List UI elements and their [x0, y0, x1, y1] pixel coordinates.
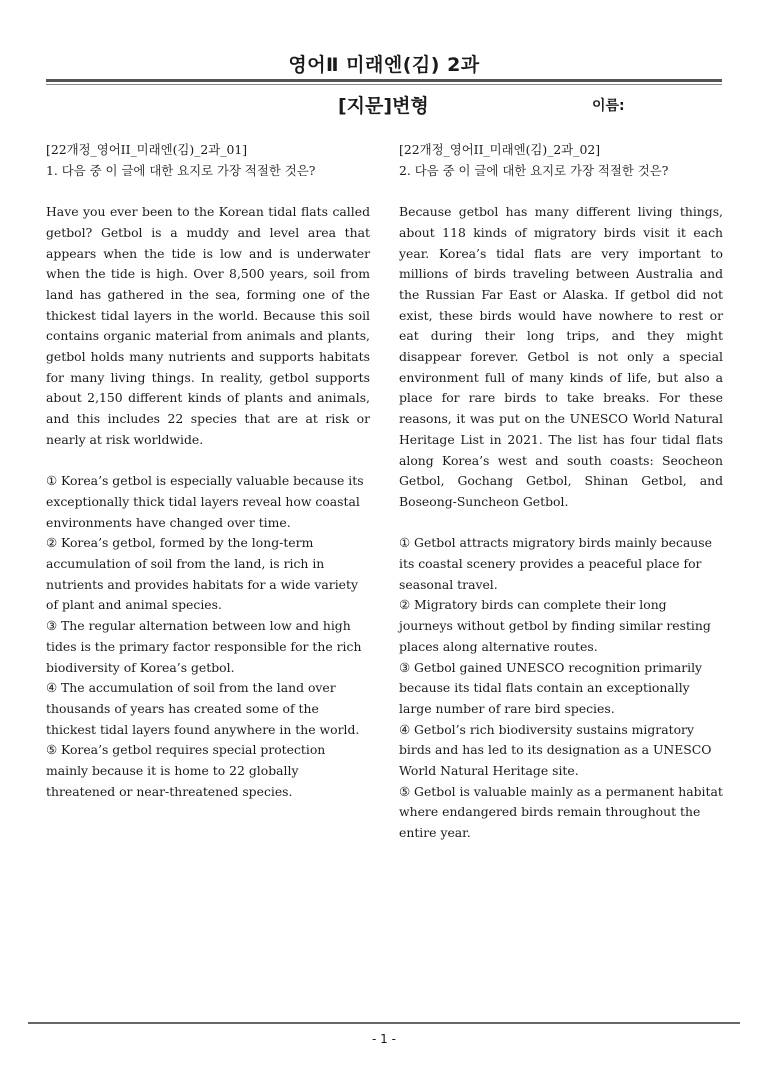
answer-option: ③ Getbol gained UNESCO recognition primarily because its tidal flats contain an exceptionally large number of rare bird species. [399, 659, 703, 716]
footer-rule [28, 1022, 740, 1024]
question-code: [22개정_영어II_미래엔(김)_2과_01] [46, 142, 248, 157]
question-1 [46, 140, 370, 802]
answer-options [46, 471, 370, 802]
answer-option: ⑤ Getbol is valuable mainly as a permanent habitat where endangered birds remain throughout the entire year. [399, 783, 723, 841]
header-rule [46, 79, 722, 82]
answer-option: ⑤ Korea’s getbol requires special protection mainly because it is home to 22 globally threatened or near-threatened species. [46, 742, 326, 799]
name-field-label: 이름: [592, 98, 625, 114]
question-code: [22개정_영어II_미래엔(김)_2과_02] [399, 142, 601, 157]
document-title: 영어Ⅱ 미래엔(김) 2과 [288, 54, 480, 76]
answer-option: ① Getbol attracts migratory birds mainly because its coastal scenery provides a peaceful place for seasonal travel. [399, 535, 712, 592]
answer-option: ③ The regular alternation between low and high tides is the primary factor responsible for the rich biodiversity of Korea’s getbol. [46, 618, 362, 675]
reading-passage: Have you ever been to the Korean tidal flats called getbol? Getbol is a muddy and level area that appears when the tide is low and is underwater when the tide is high. Over 8,500 years, soil from land has gathered in the sea, forming one of the thickest tidal layers in the world. Because this soil contains organic material from animals and plants, getbol holds many nutrients and supports habitats for many living things. In reality, getbol supports about 2,150 different kinds of plants and animals, and this includes 22 species that are at risk or nearly at risk worldwide. [46, 204, 370, 447]
header-rule-thin [46, 84, 722, 85]
answer-option: ② Migratory birds can complete their long journeys without getbol by finding similar resting places along alternative routes. [399, 597, 711, 654]
question-prompt: 1. 다음 중 이 글에 대한 요지로 가장 적절한 것은? [46, 162, 316, 178]
question-prompt: 2. 다음 중 이 글에 대한 요지로 가장 적절한 것은? [399, 162, 669, 178]
question-2 [399, 140, 723, 844]
answer-option: ② Korea’s getbol, formed by the long-term accumulation of soil from the land, is rich in nutrients and provides habitats for a wide variety of plant and animal species. [46, 535, 358, 613]
answer-option: ① Korea’s getbol is especially valuable because its exceptionally thick tidal layers reveal how coastal environments have changed over time. [46, 473, 364, 530]
answer-option: ④ Getbol’s rich biodiversity sustains migratory birds and has led to its designation as a UNESCO World Natural Heritage site. [399, 721, 712, 779]
page-number: - 1 - [372, 1032, 396, 1046]
answer-options [399, 533, 723, 844]
document-subtitle: [지문]변형 [338, 95, 429, 117]
reading-passage: Because getbol has many different living things, about 118 kinds of migratory birds visit it each year. Korea’s tidal flats are very important to millions of birds traveling between Australia and the Russian Far East or Alaska. If getbol did not exist, these birds would have nowhere to rest or eat during their long trips, and they might disappear forever. Getbol is not only a special environment full of many kinds of life, but also a place for rare birds to take breaks. For these reasons, it was put on the UNESCO World Natural Heritage List in 2021. The list has four tidal flats along Korea’s west and south coasts: Seocheon Getbol, Gochang Getbol, Shinan Getbol, and Boseong-Suncheon Getbol. [399, 204, 723, 509]
answer-option: ④ The accumulation of soil from the land over thousands of years has created some of the thickest tidal layers found anywhere in the world. [46, 680, 360, 737]
